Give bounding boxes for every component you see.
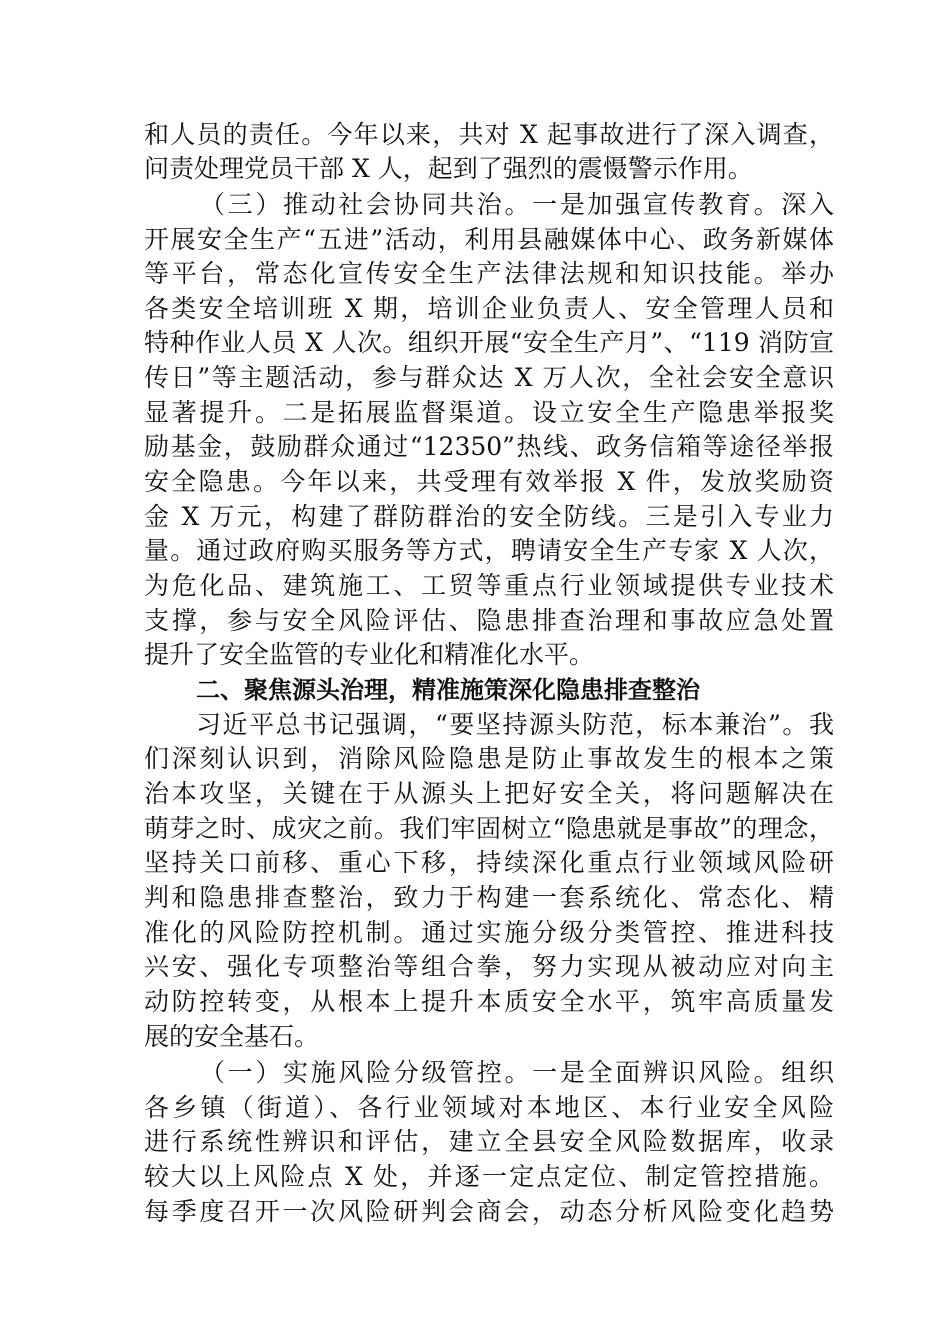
text-line: 准化的风险防控机制。通过实施分级分类管控、推进科技 [144,918,834,947]
text-line: 量。通过政府购买服务等方式，聘请安全生产专家 X 人次， [144,536,834,565]
text-line: 动防控转变，从根本上提升本质安全水平，筑牢高质量发 [144,987,834,1016]
text-line: 判和隐患排查整治，致力于构建一套系统化、常态化、精 [144,883,834,912]
text-line: 坚持关口前移、重心下移，持续深化重点行业领域风险研 [144,848,834,877]
text-line: 特种作业人员 X 人次。组织开展“安全生产月”、“119 消防宣 [144,328,834,357]
text-line: 励基金，鼓励群众通过“12350”热线、政务信箱等途径举报 [144,432,834,461]
text-line: 支撑，参与安全风险评估、隐患排查治理和事故应急处置 [144,606,834,635]
text-line: 开展安全生产“五进”活动，利用县融媒体中心、政务新媒体 [144,225,834,254]
text-line: 显著提升。二是拓展监督渠道。设立安全生产隐患举报奖 [144,398,834,427]
text-line: 治本攻坚，关键在于从源头上把好安全关，将问题解决在 [144,779,834,808]
text-line: 展的安全基石。 [144,1022,320,1051]
text-line: 安全隐患。今年以来，共受理有效举报 X 件，发放奖励资 [144,467,834,496]
text-line: 提升了安全监管的专业化和精准化水平。 [144,640,595,669]
text-line: 每季度召开一次风险研判会商会，动态分析风险变化趋势 [144,1197,834,1226]
text-line: 各乡镇（街道）、各行业领域对本地区、本行业安全风险 [144,1093,834,1122]
text-line: 们深刻认识到，消除风险隐患是防止事故发生的根本之策 [144,744,834,773]
text-line: 较大以上风险点 X 处，并逐一定点定位、制定管控措施。 [144,1162,834,1191]
text-line: 习近平总书记强调，“要坚持源头防范，标本兼治”。我 [196,710,834,739]
text-line: 兴安、强化专项整治等组合拳，努力实现从被动应对向主 [144,952,834,981]
text-line: 和人员的责任。今年以来，共对 X 起事故进行了深入调查， [144,120,834,149]
text-line: 进行系统性辨识和评估，建立全县安全风险数据库，收录 [144,1127,834,1156]
text-line: 为危化品、建筑施工、工贸等重点行业领域提供专业技术 [144,571,834,600]
text-line: 问责处理党员干部 X 人，起到了强烈的震慑警示作用。 [144,154,753,183]
text-line: 萌芽之时、成灾之前。我们牢固树立“隐患就是事故”的理念， [144,814,834,843]
text-line: （三）推动社会协同共治。一是加强宣传教育。深入 [200,190,834,219]
section-heading: 二、聚焦源头治理，精准施策深化隐患排查整治 [196,676,700,704]
text-line: 传日”等主题活动，参与群众达 X 万人次，全社会安全意识 [144,363,834,392]
text-line: 等平台，常态化宣传安全生产法律法规和知识技能。举办 [144,259,834,288]
text-line: 金 X 万元，构建了群防群治的安全防线。三是引入专业力 [144,502,834,531]
text-line: 各类安全培训班 X 期，培训企业负责人、安全管理人员和 [144,294,834,323]
text-line: （一）实施风险分级管控。一是全面辨识风险。组织 [200,1058,834,1087]
